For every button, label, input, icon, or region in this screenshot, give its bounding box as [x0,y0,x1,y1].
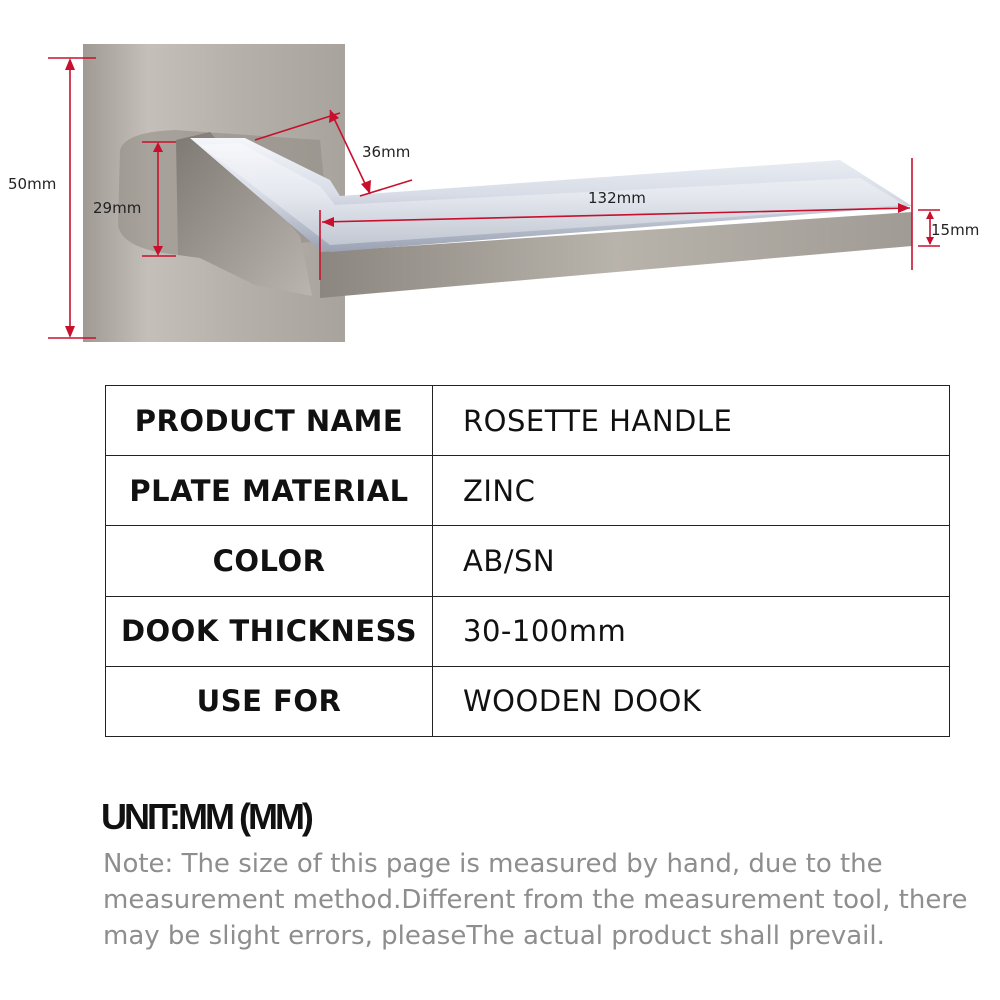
table-row [106,386,950,456]
door-handle-product-image [0,0,1000,360]
table-row [106,526,950,596]
spec-table [105,385,950,737]
table-row [106,456,950,526]
measurement-note: Note: The size of this page is measured by hand, due to the measurement method.Different from the measurement tool, there may be slight errors, pleaseThe actual product shall prevail. [103,849,968,951]
table-row [106,596,950,666]
lever-thickness-label: 15mm [931,221,980,239]
table-row [106,666,950,736]
spec-label: PLATE MATERIAL [106,456,433,526]
spec-value: AB/SN [433,526,950,596]
spec-value: ZINC [433,456,950,526]
spec-label: DOOK THICKNESS [106,596,433,666]
neck-length-label: 36mm [362,143,411,161]
spec-value: WOODEN DOOK [433,666,950,736]
plate-height-label: 50mm [8,175,57,193]
spec-label: USE FOR [106,666,433,736]
spec-value: ROSETTE HANDLE [433,386,950,456]
rose-height-label: 29mm [93,199,142,217]
spec-label: COLOR [106,526,433,596]
unit-heading: UNIT:MM (MM) [101,796,311,837]
spec-label: PRODUCT NAME [106,386,433,456]
lever-length-label: 132mm [588,189,646,207]
spec-value: 30-100mm [433,596,950,666]
